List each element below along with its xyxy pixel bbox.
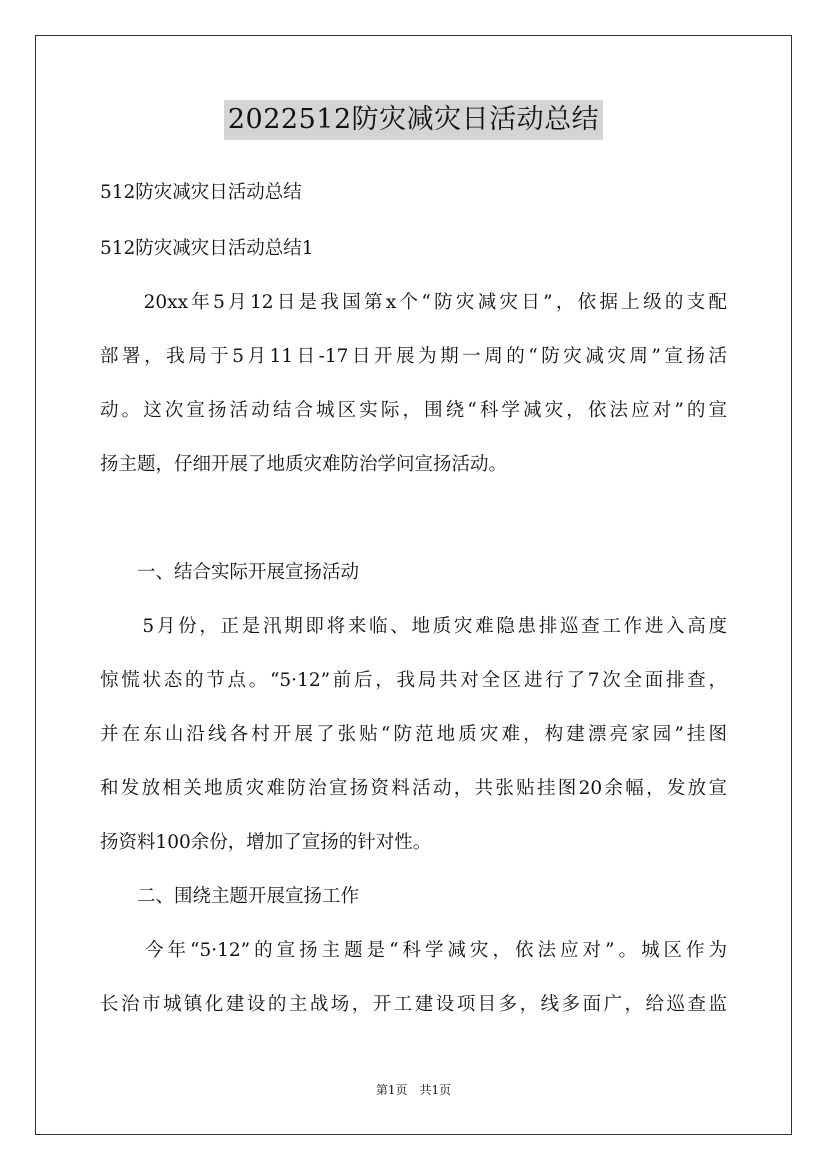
paragraph-line: 20xx年5月12日是我国第x个“防灾减灾日”，依据上级的支配	[100, 292, 727, 313]
paragraph-line: 和发放相关地质灾难防治宣扬资料活动，共张贴挂图20余幅，发放宣	[100, 778, 727, 799]
title-container	[0, 100, 827, 140]
paragraph-line: 长治市城镇化建设的主战场，开工建设项目多，线多面广，给巡查监	[100, 994, 727, 1015]
section-heading: 二、围绕主题开展宣扬工作	[100, 886, 360, 907]
paragraph-line: 并在东山沿线各村开展了张贴“防范地质灾难，构建漂亮家园”挂图	[100, 724, 727, 745]
paragraph-line: 扬主题，仔细开展了地质灾难防治学问宣扬活动。	[100, 454, 508, 475]
section-title: 512防灾减灾日活动总结1	[100, 238, 314, 259]
section-heading: 一、结合实际开展宣扬活动	[100, 562, 360, 583]
document-title: 2022512防灾减灾日活动总结	[224, 100, 603, 140]
paragraph-line: 惊慌状态的节点。“5·12”前后，我局共对全区进行了7次全面排查，	[100, 670, 727, 691]
paragraph-line: 扬资料100余份，增加了宣扬的针对性。	[100, 832, 432, 853]
paragraph-line: 部署，我局于5月11日-17日开展为期一周的“防灾减灾周”宣扬活	[100, 346, 727, 367]
page-footer: 第1页 共1页	[375, 1083, 452, 1097]
paragraph-line: 今年“5·12”的宣扬主题是“科学减灾，依法应对”。城区作为	[100, 940, 727, 961]
paragraph-line: 动。这次宣扬活动结合城区实际，围绕“科学减灾，依法应对”的宣	[100, 400, 727, 421]
document-subtitle: 512防灾减灾日活动总结	[100, 182, 302, 203]
paragraph-line: 5月份，正是汛期即将来临、地质灾难隐患排巡查工作进入高度	[100, 616, 727, 637]
